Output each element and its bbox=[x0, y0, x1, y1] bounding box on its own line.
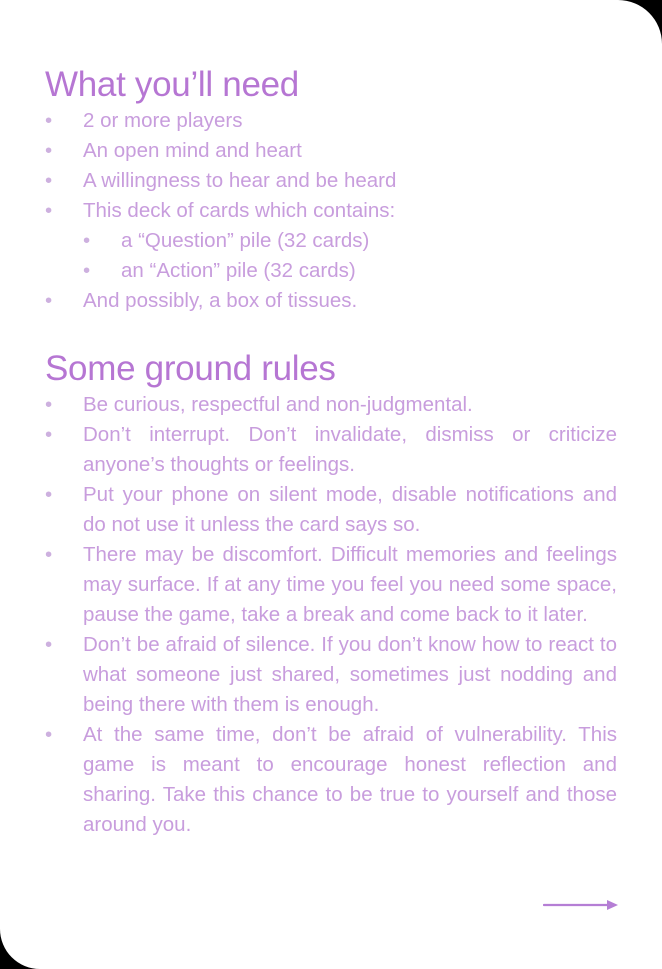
list-item bbox=[45, 720, 617, 840]
bullet: • bbox=[83, 229, 91, 252]
needs-list bbox=[45, 106, 617, 316]
list-item-text: Don’t be afraid of silence. If you don’t know how to react to what someone just shared, sometimes just nodding and being there with them is enough. bbox=[83, 633, 617, 716]
bullet: • bbox=[45, 393, 53, 416]
bullet: • bbox=[45, 543, 53, 566]
bullet: • bbox=[45, 109, 53, 132]
list-item-text: An open mind and heart bbox=[83, 139, 302, 162]
bullet: • bbox=[45, 289, 53, 312]
card-content bbox=[45, 64, 617, 840]
sub-list-item-text: an “Action” pile (32 cards) bbox=[121, 259, 356, 282]
bullet: • bbox=[45, 169, 53, 192]
sub-list-item bbox=[83, 226, 617, 256]
rules-list bbox=[45, 390, 617, 840]
sub-list-item bbox=[83, 256, 617, 286]
list-item bbox=[45, 196, 617, 286]
bullet: • bbox=[45, 723, 53, 746]
list-item bbox=[45, 286, 617, 316]
bullet: • bbox=[83, 259, 91, 282]
list-item bbox=[45, 420, 617, 480]
sub-list-item-text: a “Question” pile (32 cards) bbox=[121, 229, 370, 252]
section-heading-ground-rules: Some ground rules bbox=[45, 349, 336, 388]
list-item-text: Don’t interrupt. Don’t invalidate, dismiss or criticize anyone’s thoughts or feelings. bbox=[83, 423, 617, 476]
list-item bbox=[45, 106, 617, 136]
list-item bbox=[45, 166, 617, 196]
list-item bbox=[45, 630, 617, 720]
bullet: • bbox=[45, 633, 53, 656]
list-item-text: A willingness to hear and be heard bbox=[83, 169, 397, 192]
deck-contents-list bbox=[83, 226, 617, 286]
list-item-text: There may be discomfort. Difficult memories and feelings may surface. If at any time you feel you need some space, pause the game, take a break and come back to it later. bbox=[83, 543, 617, 626]
list-item bbox=[45, 540, 617, 630]
bullet: • bbox=[45, 483, 53, 506]
list-item-text: Be curious, respectful and non-judgmental. bbox=[83, 393, 473, 416]
bullet: • bbox=[45, 423, 53, 446]
bullet: • bbox=[45, 199, 53, 222]
list-item bbox=[45, 136, 617, 166]
list-item-text: And possibly, a box of tissues. bbox=[83, 289, 358, 312]
list-item bbox=[45, 480, 617, 540]
list-item-text: At the same time, don’t be afraid of vulnerability. This game is meant to encourage honest reflection and sharing. Take this chance to be true to yourself and those around you. bbox=[83, 723, 617, 836]
ground-rules-section bbox=[45, 348, 617, 840]
list-item-text: 2 or more players bbox=[83, 109, 243, 132]
list-item bbox=[45, 390, 617, 420]
bullet: • bbox=[45, 139, 53, 162]
list-item-text: This deck of cards which contains: bbox=[83, 199, 396, 222]
section-heading-what-youll-need: What you’ll need bbox=[45, 65, 299, 104]
list-item-text: Put your phone on silent mode, disable notifications and do not use it unless the card says so. bbox=[83, 483, 617, 536]
right-arrow-icon[interactable] bbox=[543, 897, 619, 913]
